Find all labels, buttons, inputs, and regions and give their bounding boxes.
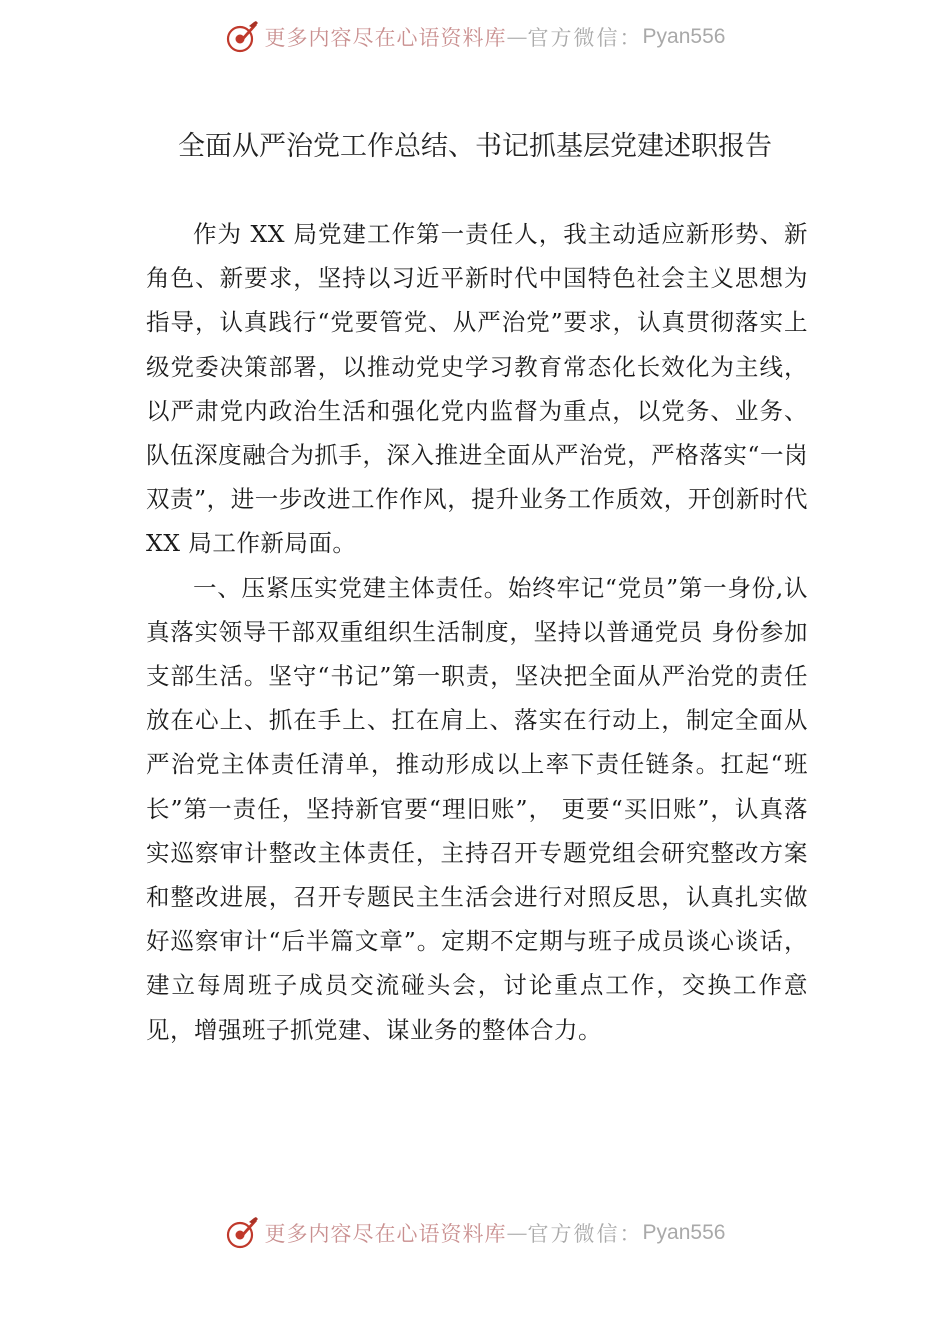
paragraph-intro: 作为 XX 局党建工作第一责任人，我主动适应新形势、新角色、新要求，坚持以习近平新时代中国特色社会主义思想为指导，认真践行“党要管党、从严治党”要求，认真贯彻落实上级党委决策部署，以推动党史学习教育常态化长效化为主线，以严肃党内政治生活和强化党内监督为重点，以党务、业务、队伍深度融合为抓手，深入推进全面从严治党，严格落实“一岗双责”，进一步改进工作作风，提升业务工作质效，开创新时代 XX 局工作新局面。 xyxy=(146,220,808,558)
document-title: 全面从严治党工作总结、书记抓基层党建述职报告 xyxy=(178,131,772,162)
quill-pen-circle-icon xyxy=(225,1216,259,1250)
document-body xyxy=(146,212,808,1052)
banner-contact-id: Pyan556 xyxy=(642,25,726,48)
paragraph-section-1: 一、压紧压实党建主体责任。始终牢记“党员”第一身份,认真落实领导干部双重组织生活制度，坚持以普通党员 身份参加支部生活。坚守“书记”第一职责，坚决把全面从严治党的责任放在心上、抓在手上、扛在肩上、落实在行动上，制定全面从严治党主体责任清单，推动形成以上率下责任链条。扛起“班长”第一责任，坚持新官要“理旧账”， 更要“买旧账”，认真落实巡察审计整改主体责任，主持召开专题党组会研究整改方案和整改进展，召开专题民主生活会进行对照反思，认真扎实做好巡察审计“后半篇文章”。定期不定期与班子成员谈心谈话，建立每周班子成员交流碰头会，讨论重点工作，交换工作意见，增强班子抓党建、谋业务的整体合力。 xyxy=(146,573,808,1044)
banner-contact-label: 官方微信： xyxy=(527,26,643,50)
banner-separator: — xyxy=(506,25,528,49)
banner-contact-label: 官方微信： xyxy=(527,1222,643,1246)
footer-banner xyxy=(0,1208,950,1258)
banner-text: 更多内容尽在心语资料库 xyxy=(264,1222,507,1246)
header-banner xyxy=(0,12,950,62)
banner-text: 更多内容尽在心语资料库 xyxy=(264,26,507,50)
banner-contact-id: Pyan556 xyxy=(642,1221,726,1244)
banner-separator: — xyxy=(506,1221,528,1245)
quill-pen-circle-icon xyxy=(225,20,259,54)
